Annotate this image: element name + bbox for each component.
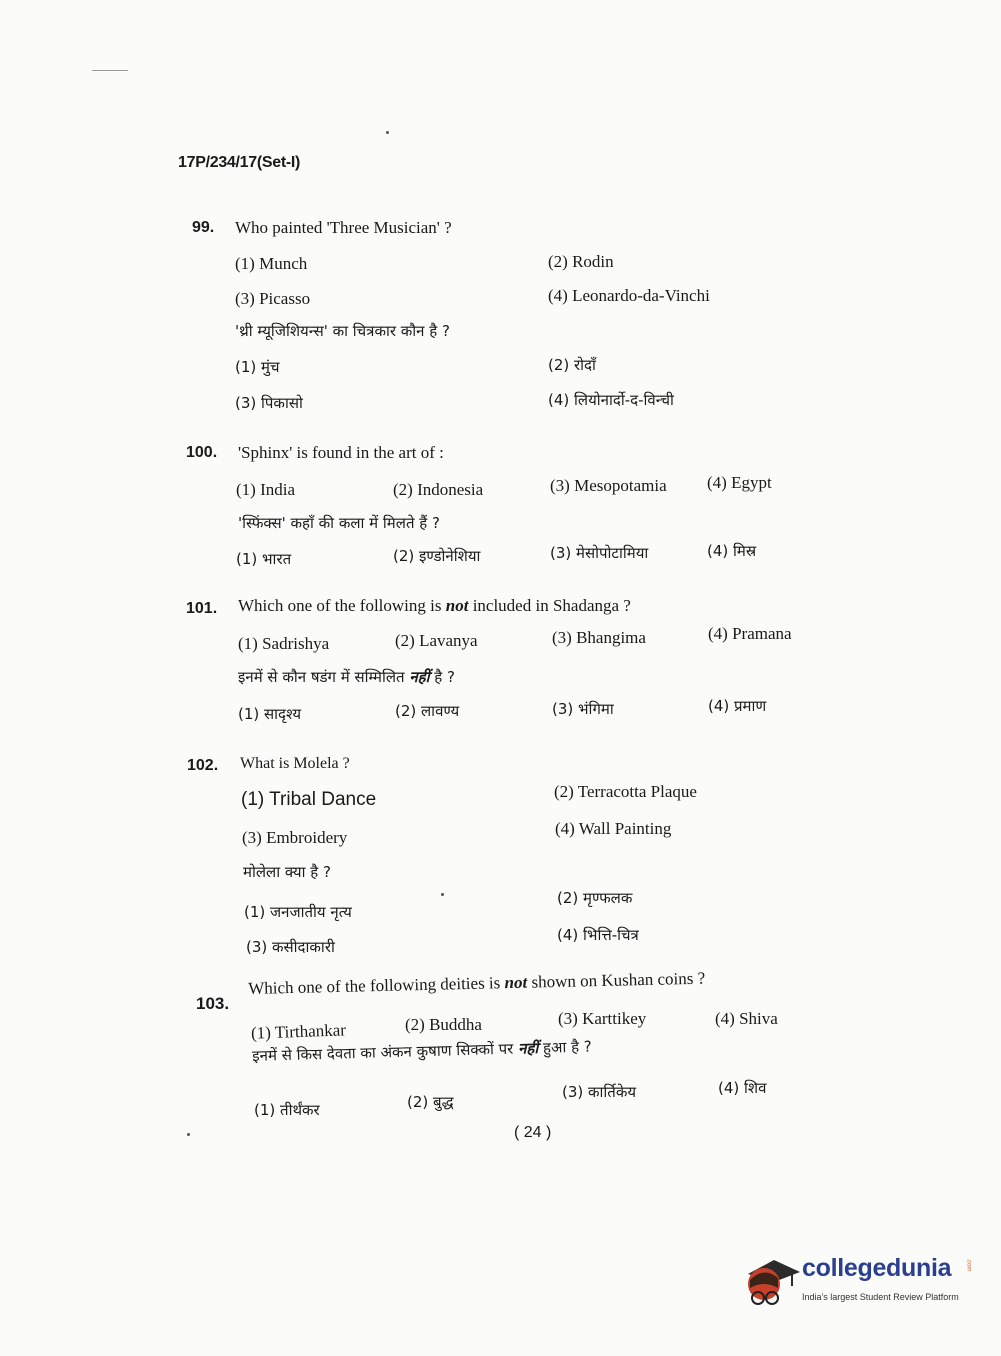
question-text-en: 'Sphinx' is found in the art of : [238, 443, 444, 462]
question-text-hi: इनमें से किस देवता का अंकन कुषाण सिक्कों पर नहीं हुआ है ? [252, 1037, 593, 1065]
speck [187, 1133, 190, 1136]
option-en-3: (3) Embroidery [242, 828, 348, 847]
option-hi-1: (1) सादृश्य [238, 705, 302, 723]
option-en-2: (2) Buddha [405, 1015, 482, 1034]
option-hi-2: (2) लावण्य [395, 702, 460, 720]
option-hi-2: (2) इण्डोनेशिया [393, 547, 481, 565]
option-hi-4: (4) भित्ति-चित्र [557, 926, 639, 944]
option-hi-2: (2) रोदाँ [548, 356, 596, 374]
option-en-4: (4) Leonardo-da-Vinchi [548, 286, 710, 305]
option-hi-3: (3) कसीदाकारी [246, 938, 335, 956]
option-hi-4: (4) शिव [718, 1079, 767, 1097]
question-number: 102. [187, 757, 219, 774]
option-en-3: (3) Bhangima [552, 628, 646, 647]
question-text-en: Who painted 'Three Musician' ? [235, 218, 452, 237]
question-number: 103. [196, 994, 230, 1013]
option-en-2: (2) Terracotta Plaque [554, 782, 697, 801]
option-en-2: (2) Indonesia [393, 480, 484, 499]
option-en-2: (2) Rodin [548, 252, 614, 271]
option-en-4: (4) Pramana [708, 624, 792, 643]
option-hi-3: (3) मेसोपोटामिया [550, 544, 649, 562]
option-hi-4: (4) मिस्र [707, 542, 757, 560]
speck [386, 131, 389, 134]
speck [441, 893, 444, 896]
brand-tagline: India's largest Student Review Platform [802, 1292, 959, 1302]
option-hi-3: (3) भंगिमा [552, 700, 614, 718]
option-en-4: (4) Shiva [715, 1009, 778, 1028]
question-number: 100. [186, 444, 218, 461]
option-en-1: (1) India [236, 480, 296, 499]
option-hi-4: (4) लियोनार्दो-द-विन्ची [548, 391, 674, 409]
option-en-4: (4) Egypt [707, 473, 772, 492]
option-hi-2: (2) मृण्फलक [557, 889, 633, 907]
question-text-en: Which one of the following is not included in Shadanga ? [238, 596, 631, 615]
brand-suffix: .com [965, 1258, 972, 1272]
collegedunia-logo [744, 1250, 972, 1312]
option-en-3: (3) Picasso [235, 289, 311, 308]
option-hi-4: (4) प्रमाण [708, 697, 767, 715]
emphasis: not [504, 972, 528, 993]
option-hi-1: (1) जनजातीय नृत्य [244, 903, 352, 921]
top-rule [92, 70, 128, 71]
option-hi-1: (1) मुंच [235, 358, 280, 376]
question-text-hi: 'स्फिंक्स' कहाँ की कला में मिलते हैं ? [238, 514, 440, 532]
question-number: 101. [186, 600, 218, 617]
option-en-3: (3) Karttikey [558, 1009, 647, 1028]
emphasis: not [445, 596, 469, 615]
page-number: ( 24 ) [514, 1124, 552, 1141]
option-hi-2: (2) बुद्ध [407, 1093, 454, 1111]
option-en-3: (3) Mesopotamia [550, 476, 667, 495]
question-text-en: What is Molela ? [240, 755, 350, 772]
brand-name: collegedunia [802, 1254, 952, 1282]
option-hi-3: (3) कार्तिकेय [562, 1083, 637, 1101]
emphasis: नहीं [517, 1039, 539, 1058]
option-en-1: (1) Sadrishya [238, 634, 330, 653]
question-text-hi: इनमें से कौन षडंग में सम्मिलित नहीं है ? [238, 668, 455, 686]
question-text-en: Which one of the following deities is not shown on Kushan coins ? [248, 968, 706, 998]
question-text-hi: 'थ्री म्यूजिशियन्स' का चित्रकार कौन है ? [235, 322, 450, 340]
option-en-4: (4) Wall Painting [555, 819, 672, 838]
emphasis: नहीं [409, 668, 430, 686]
mascot-icon [744, 1252, 800, 1308]
option-hi-3: (3) पिकासो [235, 394, 303, 412]
option-hi-1: (1) भारत [236, 550, 292, 568]
question-text-hi: मोलेला क्या है ? [243, 863, 331, 881]
option-en-1: (1) Munch [235, 254, 308, 273]
question-number: 99. [192, 219, 215, 236]
option-en-1: (1) Tirthankar [250, 1020, 347, 1043]
paper-code: 17P/234/17(Set-I) [178, 154, 301, 171]
option-en-1: (1) Tribal Dance [241, 789, 377, 810]
option-hi-1: (1) तीर्थंकर [254, 1101, 320, 1119]
option-en-2: (2) Lavanya [395, 631, 478, 650]
